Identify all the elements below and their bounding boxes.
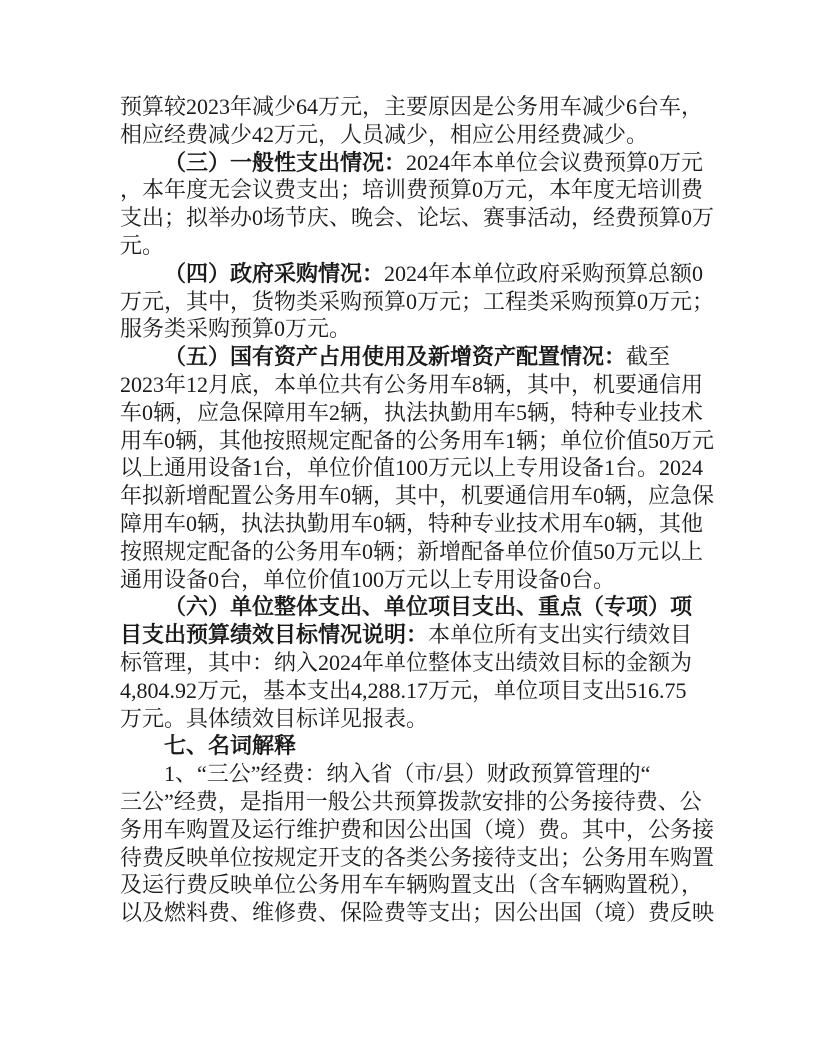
text-line [120,538,704,566]
text-line [120,760,704,788]
text-segment: 元。 [120,232,165,258]
text-line [120,260,704,288]
text-segment-bold: （六）单位整体支出、单位项目支出、重点（专项）项 [164,594,693,620]
text-line [120,343,704,371]
text-segment: 预算较2023年减少64万元，主要原因是公务用车减少6台车， [120,94,704,119]
text-segment: 4,804.92万元，基本支出4,288.17万元，单位项目支出516.75 [120,677,687,703]
text-segment-bold: 七、名词解释 [164,733,297,759]
text-segment: 2023年12月底，本单位共有公务用车8辆，其中，机要通信用 [120,371,704,397]
text-segment: 及运行费反映单位公务用车车辆购置支出（含车辆购置税）， [120,872,704,898]
text-line [120,454,704,482]
text-segment-bold: （四）政府采购情况： [164,260,385,286]
text-line [120,593,704,621]
text-segment: 按照规定配备的公务用车0辆；新增配备单位价值50万元以上 [120,538,704,564]
text-segment: ，本年度无会议费支出；培训费预算0万元，本年度无培训费 [120,177,704,203]
text-segment: 车0辆，应急保障用车2辆，执法执勤用车5辆，特种专业技术 [120,399,704,425]
text-line [120,899,715,927]
text-line [120,871,704,899]
text-segment: 通用设备0台，单位价值100万元以上专用设备0台。 [120,566,616,592]
text-segment: 服务类采购预算0万元。 [120,316,352,342]
text-segment: 年拟新增配置公务用车0辆，其中，机要通信用车0辆，应急保 [120,483,715,509]
text-segment-bold: （五）国有资产占用使用及新增资产配置情况： [164,344,627,370]
text-segment: 障用车0辆，执法执勤用车0辆，特种专业技术用车0辆，其他 [120,510,704,536]
text-segment: 用车0辆，其他按照规定配备的公务用车1辆；单位价值50万元 [120,427,715,453]
text-segment: 待费反映单位按规定开支的各类公务接待支出；公务用车购置 [120,844,715,870]
text-line [120,399,704,427]
text-line [120,732,704,760]
text-line [120,204,715,232]
text-segment: 支出；拟举办0场节庆、晚会、论坛、赛事活动，经费预算0万 [120,205,715,231]
text-segment: 相应经费减少42万元，人员减少，相应公用经费减少。 [120,121,649,147]
text-line [120,315,704,343]
text-line [120,566,704,594]
text-segment-bold: 目支出预算绩效目标情况说明： [120,622,429,648]
text-line [120,844,715,872]
text-segment: 三公”经费，是指用一般公共预算拨款安排的公务接待费、公 [120,788,702,814]
text-line [120,649,704,677]
text-line [120,149,704,177]
text-line [120,176,704,204]
text-segment: 以及燃料费、维修费、保险费等支出；因公出国（境）费反映 [120,900,715,926]
text-segment: 2024年本单位政府采购预算总额0 [384,260,704,286]
text-line [120,93,704,121]
text-segment: 万元。具体绩效目标详见报表。 [120,705,429,731]
document-text-body [120,93,715,927]
text-segment: 标管理，其中：纳入2024年单位整体支出绩效目标的金额为 [120,649,693,675]
text-line [120,232,704,260]
text-segment: 本单位所有支出实行绩效目 [428,622,693,648]
text-line [120,288,715,316]
text-segment: 截至 [626,344,671,370]
text-line [120,705,704,733]
text-line [120,427,715,455]
text-segment: 2024年本单位会议费预算0万元 [406,149,704,175]
text-line [120,677,704,705]
text-segment: 万元，其中，货物类采购预算0万元；工程类采购预算0万元； [120,288,715,314]
text-line [120,371,704,399]
text-line [120,121,704,149]
text-segment: 以上通用设备1台，单位价值100万元以上专用设备1台。2024 [120,455,704,481]
text-line [120,816,715,844]
text-segment: 务用车购置及运行维护费和因公出国（境）费。其中，公务接 [120,816,715,842]
text-line [120,621,704,649]
text-line [120,510,704,538]
text-line [120,788,704,816]
text-line [120,482,715,510]
text-segment: 1、“三公”经费：纳入省（市/县）财政预算管理的“ [164,761,651,787]
text-segment-bold: （三）一般性支出情况： [164,149,407,175]
